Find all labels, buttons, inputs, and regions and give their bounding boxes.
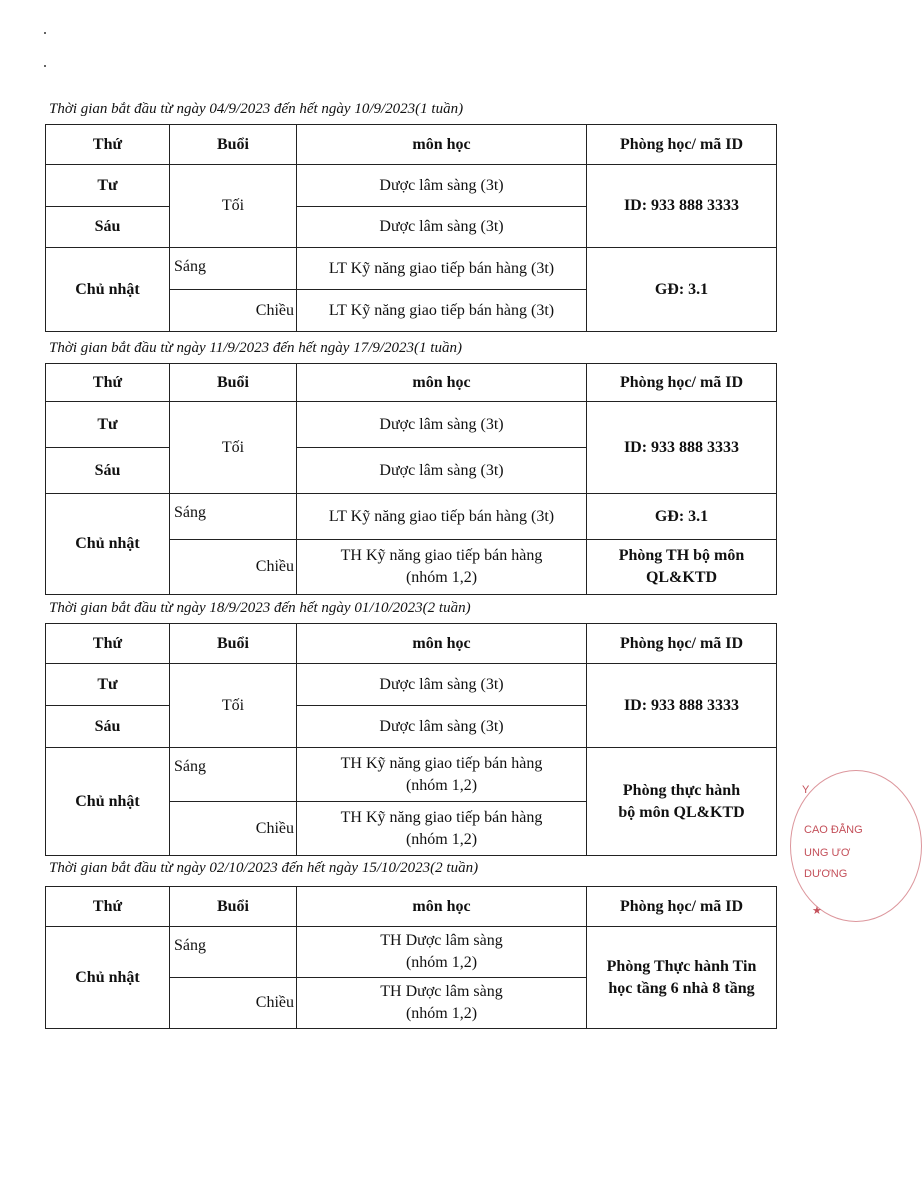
subject-line: (nhóm 1,2) [405, 830, 478, 848]
header-buoi: Buổi [170, 364, 297, 402]
subject-cell: Dược lâm sàng (3t) [297, 706, 587, 748]
room-cell: ID: 933 888 3333 [587, 664, 777, 748]
subject-line: TH Dược lâm sàng [380, 932, 503, 949]
subject-line: TH Kỹ năng giao tiếp bán hàng [340, 754, 543, 772]
subject-line: TH Kỹ năng giao tiếp bán hàng [340, 808, 543, 826]
session-cell: Chiều [170, 540, 297, 595]
week-1-caption: Thời gian bắt đầu từ ngày 04/9/2023 đến hết ngày 10/9/2023(1 tuần) [49, 101, 464, 117]
header-thu: Thứ [46, 125, 170, 165]
table-row [46, 748, 777, 802]
room-line: QL&KTD [645, 569, 718, 586]
subject-line: TH Dược lâm sàng [380, 983, 503, 1000]
room-cell: ID: 933 888 3333 [587, 402, 777, 494]
week-4-caption: Thời gian bắt đầu từ ngày 02/10/2023 đến hết ngày 15/10/2023(2 tuần) [49, 860, 479, 876]
stamp-text: UNG ƯƠ [804, 847, 851, 859]
day-cell: Tư [46, 165, 170, 207]
header-thu: Thứ [46, 364, 170, 402]
header-mon-hoc: môn học [297, 364, 587, 402]
subject-cell: Dược lâm sàng (3t) [297, 165, 587, 207]
header-buoi: Buổi [170, 624, 297, 664]
subject-cell: Dược lâm sàng (3t) [297, 207, 587, 248]
stamp-ring [790, 770, 922, 922]
session-cell: Chiều [170, 802, 297, 856]
room-cell [587, 540, 777, 595]
week-4-table [45, 886, 777, 1029]
subject-cell [297, 927, 587, 978]
room-line: học tầng 6 nhà 8 tầng [608, 979, 755, 997]
subject-cell [297, 748, 587, 802]
table-row [46, 664, 777, 706]
room-cell: GĐ: 3.1 [587, 494, 777, 540]
header-thu: Thứ [46, 624, 170, 664]
subject-cell: LT Kỹ năng giao tiếp bán hàng (3t) [297, 290, 587, 332]
room-line: bộ môn QL&KTD [618, 803, 745, 821]
subject-cell [297, 978, 587, 1029]
day-cell: Sáu [46, 706, 170, 748]
scan-speck [44, 65, 46, 67]
subject-cell: Dược lâm sàng (3t) [297, 448, 587, 494]
session-cell: Sáng [170, 248, 297, 290]
official-stamp [790, 770, 870, 930]
stamp-text: CAO ĐẲNG [804, 824, 863, 836]
room-cell: GĐ: 3.1 [587, 248, 777, 332]
table-row [46, 927, 777, 978]
header-phong: Phòng học/ mã ID [587, 125, 777, 165]
stamp-text: DƯƠNG [804, 868, 848, 880]
room-cell: ID: 933 888 3333 [587, 165, 777, 248]
day-cell: Sáu [46, 448, 170, 494]
room-cell [587, 748, 777, 856]
subject-line: (nhóm 1,2) [405, 1005, 478, 1022]
room-line: Phòng Thực hành Tin [606, 957, 757, 975]
subject-line: (nhóm 1,2) [405, 954, 478, 971]
table-row [46, 402, 777, 448]
session-cell: Sáng [170, 748, 297, 802]
subject-cell [297, 802, 587, 856]
day-cell: Chủ nhật [46, 927, 170, 1029]
table-header-row [46, 125, 777, 165]
table-row [46, 248, 777, 290]
week-3-caption: Thời gian bắt đầu từ ngày 18/9/2023 đến hết ngày 01/10/2023(2 tuần) [49, 600, 471, 616]
table-header-row [46, 364, 777, 402]
table-row [46, 494, 777, 540]
header-buoi: Buổi [170, 887, 297, 927]
day-cell: Tư [46, 402, 170, 448]
table-row [46, 165, 777, 207]
week-2-table [45, 363, 777, 595]
subject-cell [297, 540, 587, 595]
session-cell: Tối [170, 402, 297, 494]
day-cell: Chủ nhật [46, 248, 170, 332]
header-buoi: Buổi [170, 125, 297, 165]
week-2-caption: Thời gian bắt đầu từ ngày 11/9/2023 đến hết ngày 17/9/2023(1 tuần) [49, 340, 462, 356]
day-cell: Sáu [46, 207, 170, 248]
header-thu: Thứ [46, 887, 170, 927]
subject-line: (nhóm 1,2) [405, 569, 478, 586]
session-cell: Tối [170, 664, 297, 748]
subject-cell: Dược lâm sàng (3t) [297, 664, 587, 706]
week-1-table [45, 124, 777, 332]
subject-cell: LT Kỹ năng giao tiếp bán hàng (3t) [297, 248, 587, 290]
day-cell: Chủ nhật [46, 494, 170, 595]
subject-cell: LT Kỹ năng giao tiếp bán hàng (3t) [297, 494, 587, 540]
day-cell: Chủ nhật [46, 748, 170, 856]
subject-line: TH Kỹ năng giao tiếp bán hàng [340, 547, 543, 564]
room-line: Phòng thực hành [622, 781, 741, 799]
header-mon-hoc: môn học [297, 887, 587, 927]
subject-cell: Dược lâm sàng (3t) [297, 402, 587, 448]
header-phong: Phòng học/ mã ID [587, 364, 777, 402]
session-cell: Chiều [170, 290, 297, 332]
stamp-text: Y [802, 784, 810, 796]
session-cell: Sáng [170, 494, 297, 540]
room-cell [587, 927, 777, 1029]
session-cell: Chiều [170, 978, 297, 1029]
header-phong: Phòng học/ mã ID [587, 887, 777, 927]
subject-line: (nhóm 1,2) [405, 776, 478, 794]
scan-speck [44, 32, 46, 34]
session-cell: Sáng [170, 927, 297, 978]
header-mon-hoc: môn học [297, 624, 587, 664]
day-cell: Tư [46, 664, 170, 706]
stamp-star-icon: ★ [812, 905, 822, 917]
week-3-table [45, 623, 777, 856]
header-mon-hoc: môn học [297, 125, 587, 165]
table-header-row [46, 624, 777, 664]
room-line: Phòng TH bộ môn [618, 547, 745, 564]
table-header-row [46, 887, 777, 927]
header-phong: Phòng học/ mã ID [587, 624, 777, 664]
session-cell: Tối [170, 165, 297, 248]
